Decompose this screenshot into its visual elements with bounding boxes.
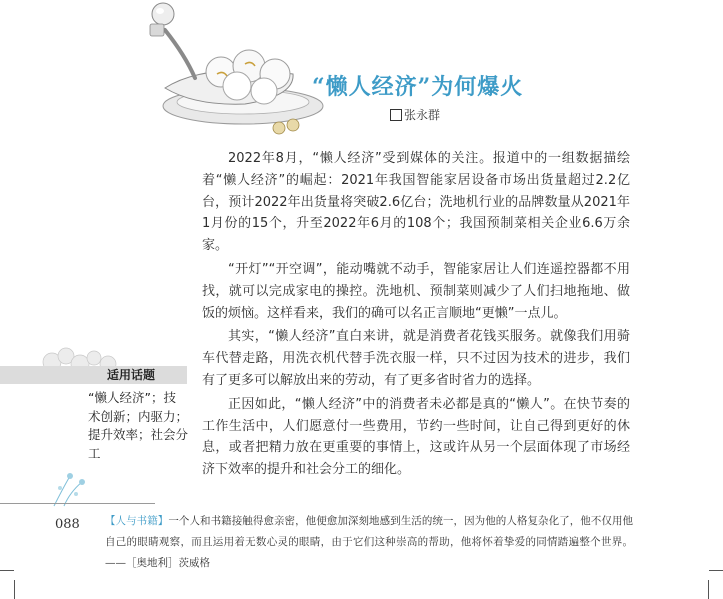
article-author (390, 106, 440, 123)
quote-tag: 【人与书籍】 (105, 515, 169, 527)
topic-title: 适用话题 (107, 368, 156, 382)
article-paragraph: 正因如此，“懒人经济”中的消费者未必都是真的“懒人”。在快节奏的工作生活中，人们愿意付一些费用，节约一些时间，让自己得到更好的休息，或者把精力放在更重要的事情上，这或许从另一个层面体现了市场经济下效率的提升和社会分工的细化。 (202, 396, 630, 478)
article-title: “懒人经济”为何爆火 (312, 74, 524, 100)
article-body (202, 148, 630, 483)
footer-divider (0, 503, 155, 504)
quote-text: 一个人和书籍接触得愈亲密，他便愈加深刻地感到生活的统一，因为他的人格复杂化了，他不仅用他自己的眼睛观察，而且运用着无数心灵的眼睛，由于它们这种崇高的帮助，他将怀着挚爱的同情踏遍整个世界。——［奥地利］茨威格 (105, 515, 634, 569)
dumplings-illustration (125, 0, 325, 135)
article-paragraph: 其实，“懒人经济”直白来讲，就是消费者花钱买服务。就像我们用骑车代替走路，用洗衣机代替手洗衣服一样，只不过因为技术的进步，我们有了更多可以解放出来的劳动，有了更多省时省力的选择。 (202, 329, 630, 388)
topic-bar (0, 366, 187, 384)
crop-mark (708, 580, 709, 599)
page-number: 088 (55, 517, 80, 532)
article-paragraph: “开灯”“开空调”，能动嘴就不动手，智能家居让人们连遥控器都不用找，就可以完成家电的操控。洗地机、预制菜则减少了人们扫地拖地、做饭的烦恼。这样看来，我们的确可以名正言顺地“更懒”一点儿。 (202, 261, 630, 321)
crop-mark (0, 570, 14, 571)
crop-mark (14, 580, 15, 599)
author-name: 张永群 (404, 108, 441, 122)
topic-text: “懒人经济”；技术创新；内驱力；提升效率；社会分工 (88, 390, 189, 461)
flower-sprig-icon (40, 470, 110, 510)
crop-mark (709, 570, 723, 571)
author-box-icon (390, 109, 402, 121)
article-paragraph: 2022年8月，“懒人经济”受到媒体的关注。报道中的一组数据描绘着“懒人经济”的崛起：2021年我国智能家居设备市场出货量超过2.2亿台，预计2022年出货量将突破2.6亿台；洗地机行业的品牌数量从2021年1月份的15个，升至2022年6月的108个；我国预制菜相关企业6.6万余家。 (202, 151, 630, 254)
footer-quote (105, 511, 633, 574)
